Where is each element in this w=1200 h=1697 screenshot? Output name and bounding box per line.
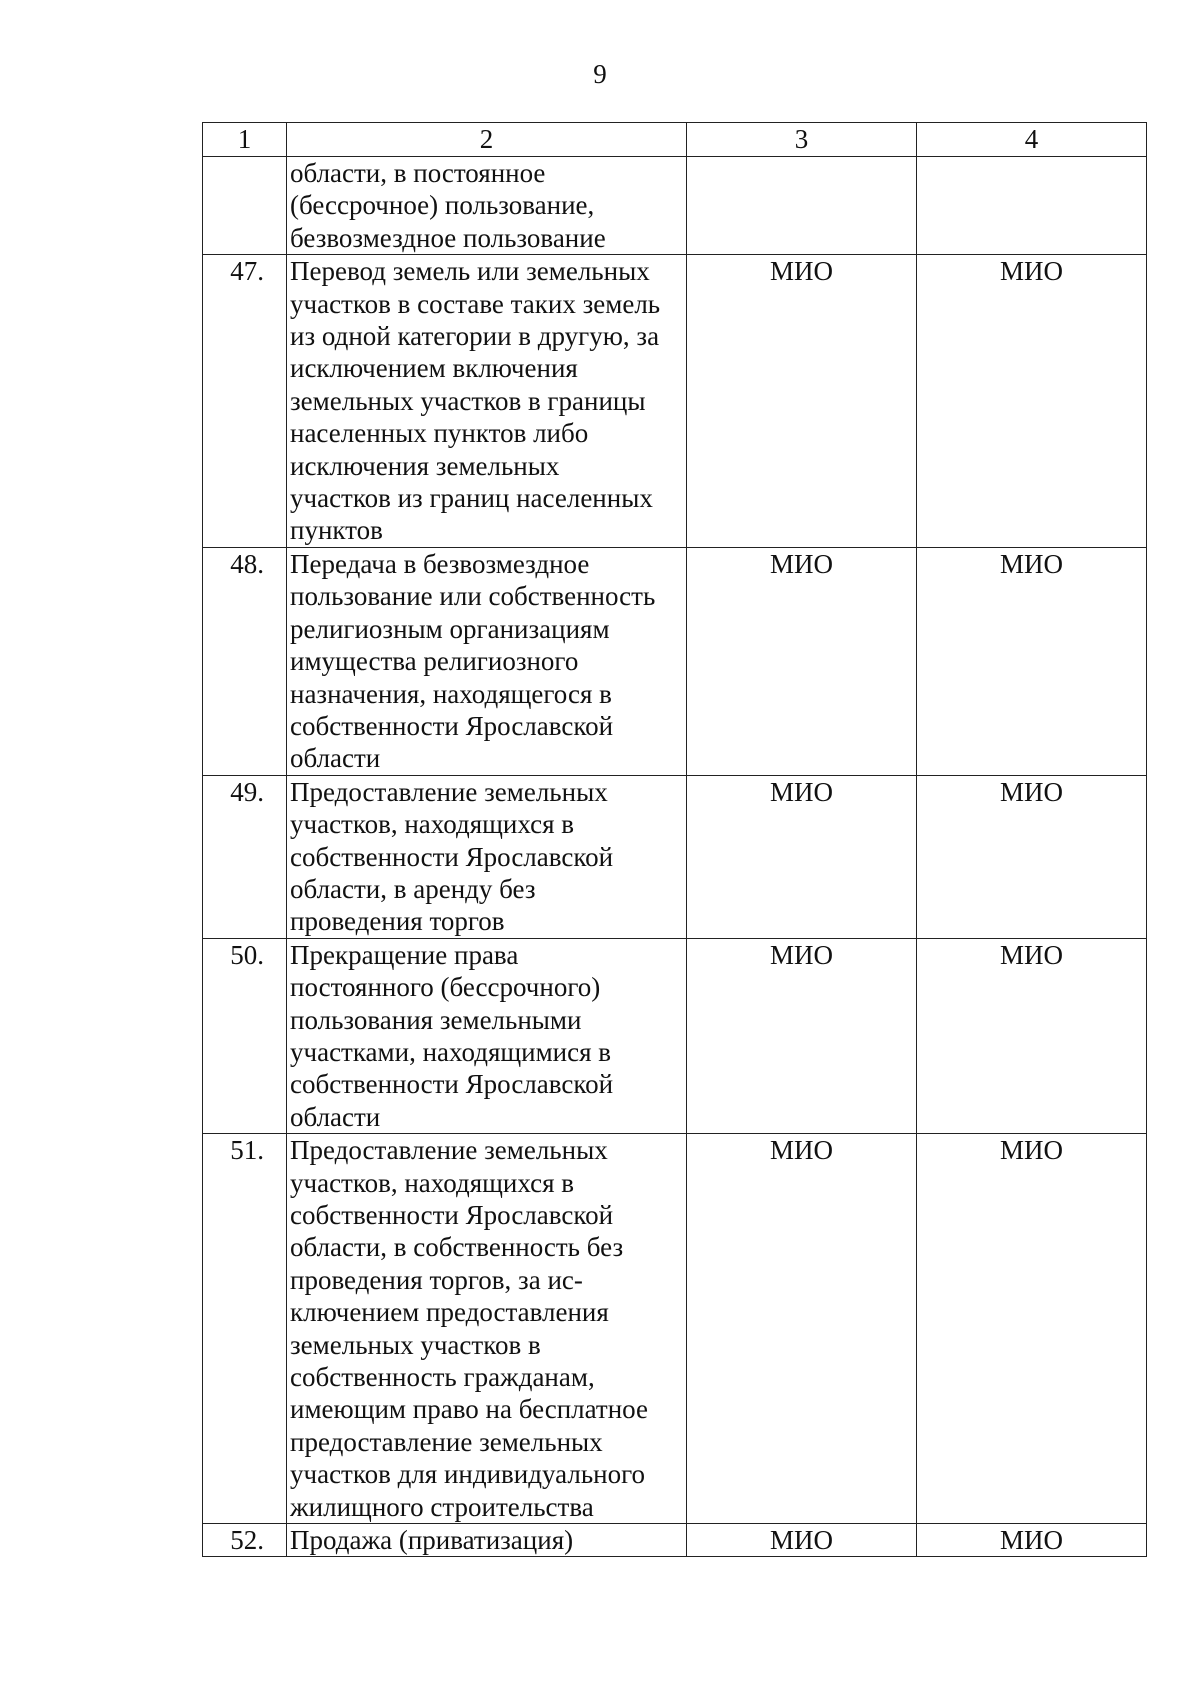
description-line: предоставление земельных <box>290 1426 603 1457</box>
description-line: участками, находящимися в <box>290 1036 612 1067</box>
description-line: участков из границ населенных <box>290 483 653 514</box>
authority-description <box>287 547 687 775</box>
column-3-value: МИО <box>687 547 917 775</box>
description-line: области <box>290 743 381 774</box>
description-line: назначения, находящегося в <box>290 678 612 709</box>
column-header-4: 4 <box>917 123 1147 157</box>
description-line: проведения торгов <box>290 906 505 937</box>
authority-description <box>287 775 687 938</box>
column-header-1: 1 <box>203 123 287 157</box>
table-row <box>203 157 1147 255</box>
authority-description <box>287 1134 687 1524</box>
column-header-3: 3 <box>687 123 917 157</box>
description-line: Перевод земель или земельных <box>290 256 650 287</box>
description-line: области <box>290 1101 381 1132</box>
column-3-value: МИО <box>687 1524 917 1557</box>
authority-description <box>287 255 687 548</box>
description-line: из одной категории в другую, за <box>290 321 660 352</box>
description-line: религиозным организациям <box>290 613 610 644</box>
row-number: 51. <box>203 1134 287 1524</box>
description-line: участков, находящихся в <box>290 809 574 840</box>
column-3-value: МИО <box>687 1134 917 1524</box>
description-line: пользования земельными <box>290 1004 582 1035</box>
description-line: имущества религиозного <box>290 646 579 677</box>
column-3-value: МИО <box>687 938 917 1133</box>
description-line: собственности Ярославской <box>290 1069 614 1100</box>
description-line: проведения торгов, за ис- <box>290 1264 583 1295</box>
description-line: пунктов <box>290 515 383 546</box>
column-3-value: МИО <box>687 775 917 938</box>
column-3-value: МИО <box>687 255 917 548</box>
column-4-value: МИО <box>917 775 1147 938</box>
table-row <box>203 938 1147 1133</box>
row-number: 49. <box>203 775 287 938</box>
authority-description <box>287 1524 687 1557</box>
description-line: Предоставление земельных <box>290 1135 608 1166</box>
authority-description <box>287 938 687 1133</box>
description-line: области, в собственность без <box>290 1232 624 1263</box>
description-line: области, в постоянное <box>290 158 546 188</box>
row-number: 48. <box>203 547 287 775</box>
description-line: Предоставление земельных <box>290 776 608 807</box>
description-line: участков, находящихся в <box>290 1167 574 1198</box>
column-4-value: МИО <box>917 547 1147 775</box>
description-line: исключения земельных <box>290 450 560 481</box>
description-line: участков для индивидуального <box>290 1459 645 1490</box>
column-3-value <box>687 157 917 255</box>
table-row <box>203 255 1147 548</box>
table-row <box>203 547 1147 775</box>
table-body <box>203 123 1147 1557</box>
column-header-2: 2 <box>287 123 687 157</box>
column-4-value: МИО <box>917 255 1147 548</box>
description-line: земельных участков в границы <box>290 385 646 416</box>
description-line: постоянного (бессрочного) <box>290 972 601 1003</box>
table-row <box>203 775 1147 938</box>
description-line: ключением предоставления <box>290 1297 609 1328</box>
page-number: 9 <box>593 59 607 89</box>
description-line: имеющим право на бесплатное <box>290 1394 648 1425</box>
description-line: Передача в безвозмездное <box>290 548 590 579</box>
column-4-value <box>917 157 1147 255</box>
description-line: Продажа (приватизация) <box>290 1525 574 1556</box>
description-line: населенных пунктов либо <box>290 418 589 449</box>
column-4-value: МИО <box>917 1524 1147 1557</box>
row-number: 52. <box>203 1524 287 1557</box>
description-line: Прекращение права <box>290 939 519 970</box>
description-line: жилищного строительства <box>290 1491 594 1522</box>
column-4-value: МИО <box>917 938 1147 1133</box>
table-row <box>203 1134 1147 1524</box>
description-line: пользование или собственность <box>290 581 656 612</box>
row-number <box>203 157 287 255</box>
description-line: безвозмездное пользование <box>290 222 606 253</box>
table-row <box>203 1524 1147 1557</box>
description-line: собственности Ярославской <box>290 710 614 741</box>
table-header-row <box>203 123 1147 157</box>
row-number: 50. <box>203 938 287 1133</box>
description-line: земельных участков в <box>290 1329 541 1360</box>
description-line: собственности Ярославской <box>290 841 614 872</box>
row-number: 47. <box>203 255 287 548</box>
description-line: собственности Ярославской <box>290 1200 614 1230</box>
description-line: собственность гражданам, <box>290 1362 595 1393</box>
description-line: участков в составе таких земель <box>290 288 661 319</box>
description-line: (бессрочное) пользование, <box>290 190 595 221</box>
authority-description <box>287 157 687 255</box>
authority-table <box>202 122 1147 1557</box>
description-line: области, в аренду без <box>290 873 536 904</box>
column-4-value: МИО <box>917 1134 1147 1524</box>
description-line: исключением включения <box>290 353 578 384</box>
